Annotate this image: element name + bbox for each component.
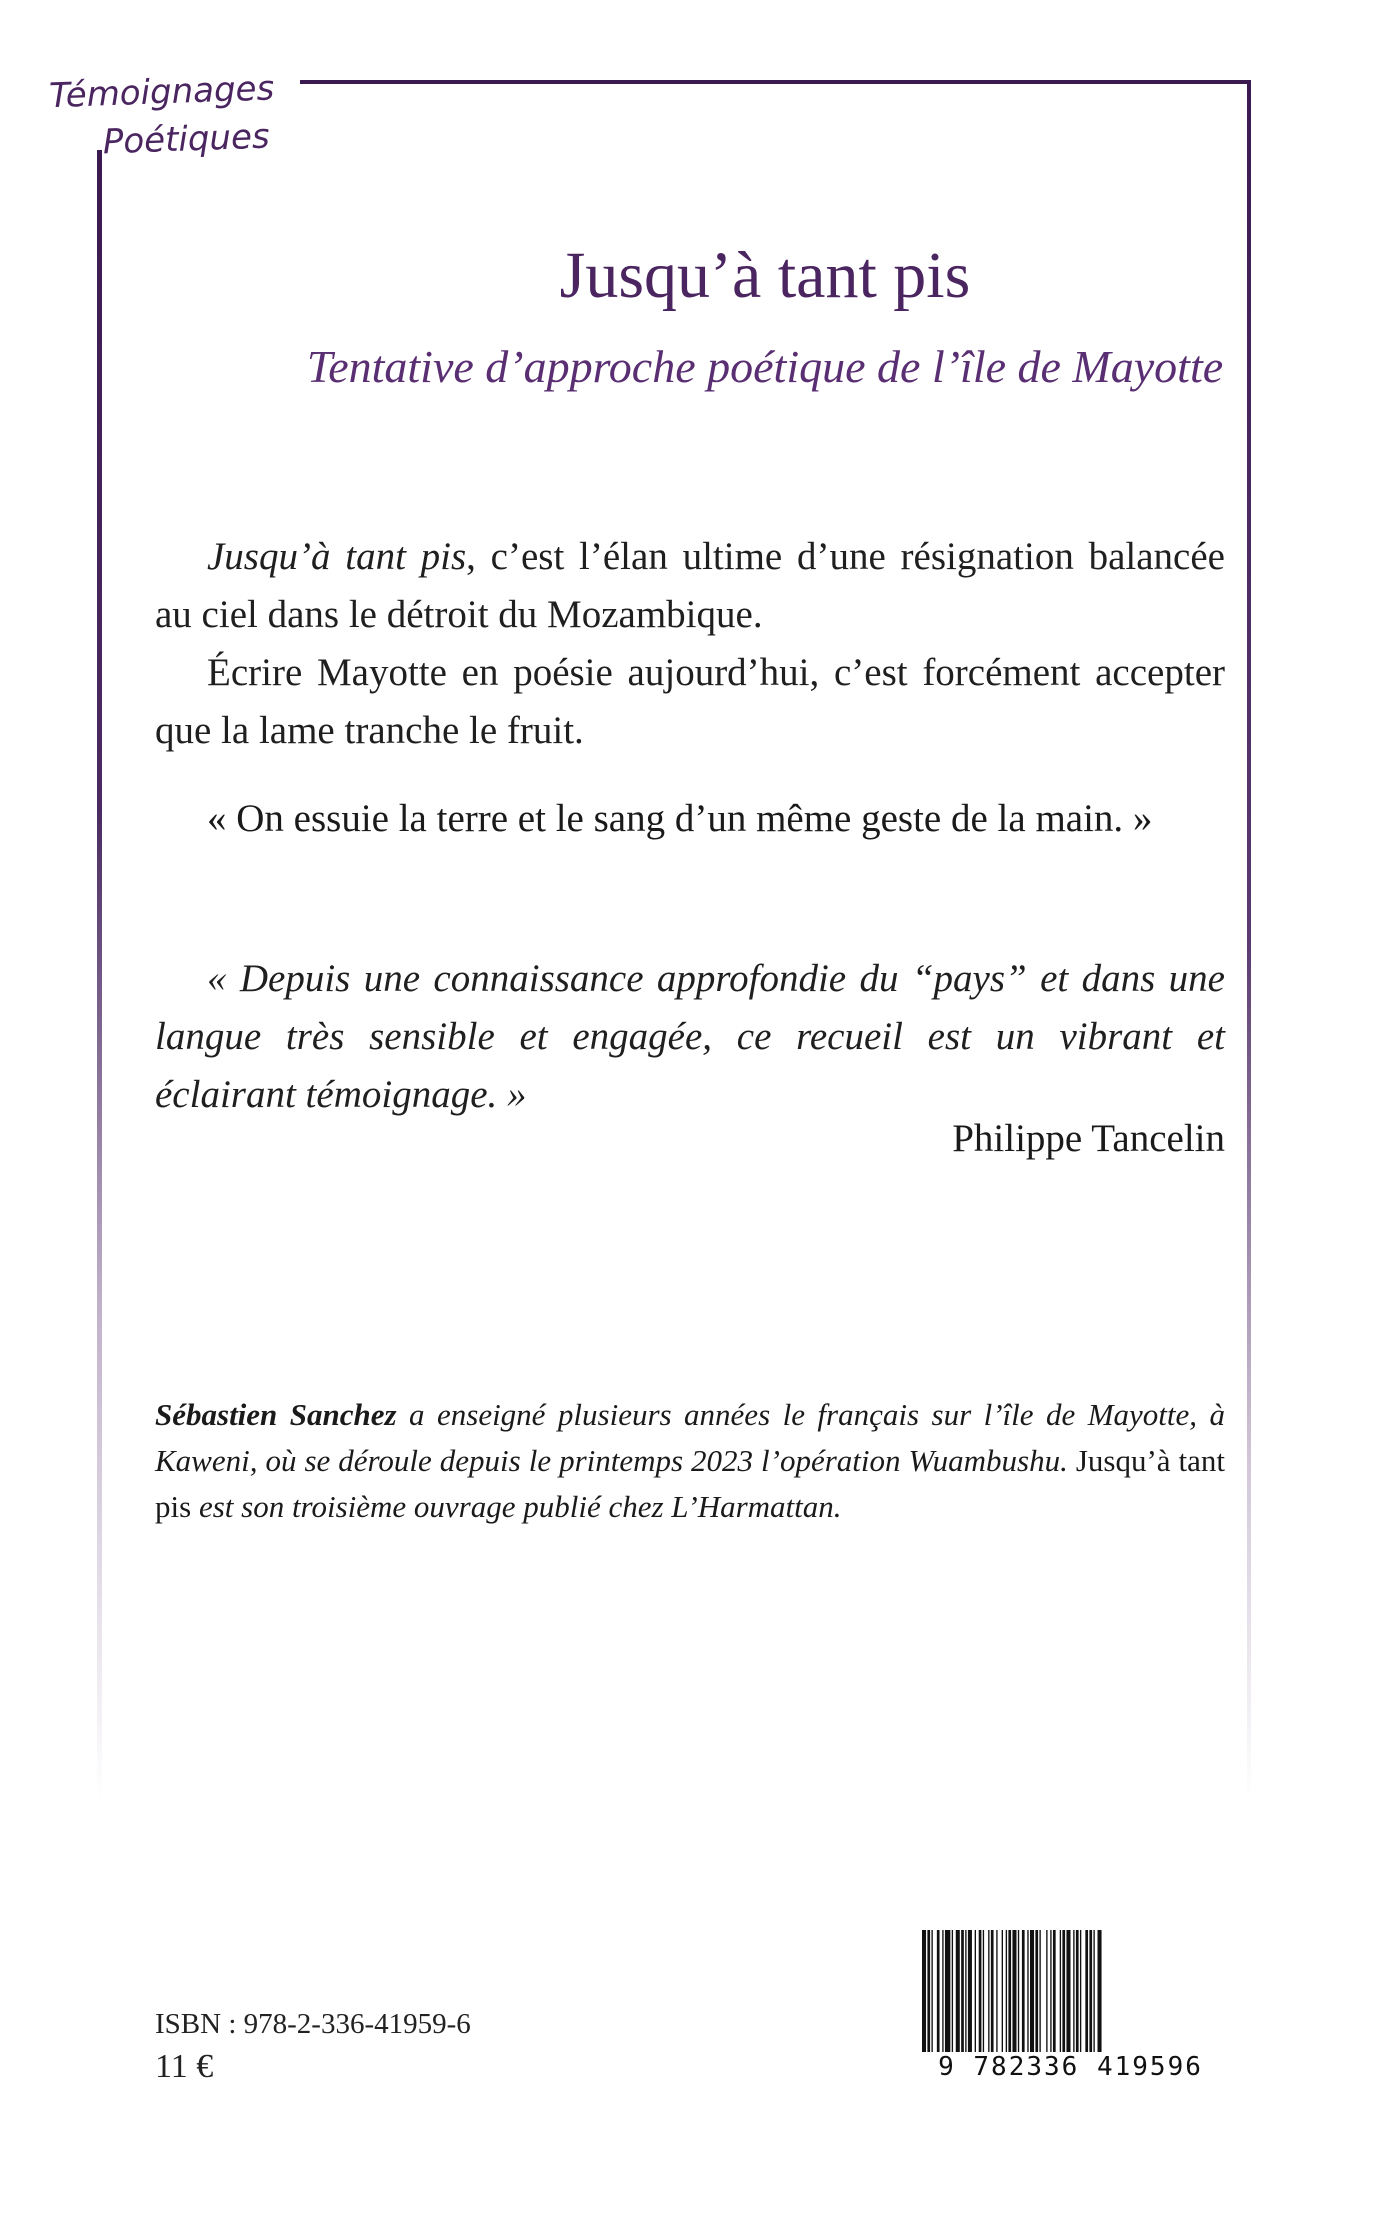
barcode-bar (988, 1930, 989, 2052)
barcode-bar (1018, 1930, 1019, 2052)
barcode-bar (945, 1930, 950, 2052)
barcode-bar (1080, 1930, 1081, 2052)
barcode-bar (1012, 1930, 1016, 2052)
barcode (918, 1930, 1223, 2090)
collection-line-2: Poétiques (102, 116, 271, 163)
barcode-bar (1022, 1930, 1025, 2052)
barcode-bar (937, 1930, 940, 2052)
blurb-attribution: Philippe Tancelin (952, 1117, 1225, 1160)
barcode-bar (1098, 1930, 1102, 2052)
barcode-digits: 9 782336 419596 (938, 2052, 1203, 2082)
barcode-bar (983, 1930, 984, 2052)
barcode-bar (1027, 1930, 1028, 2052)
frame-right-line (1247, 80, 1251, 1800)
barcode-bar (961, 1930, 964, 2052)
collection-name (38, 63, 301, 168)
barcode-bar (1085, 1930, 1088, 2052)
blurb-text (155, 950, 1225, 1124)
barcode-bar (1006, 1930, 1007, 2052)
barcode-bar (996, 1930, 997, 2052)
barcode-bar (1076, 1930, 1079, 2052)
barcode-bars (918, 1930, 1223, 2052)
barcode-bar (1002, 1930, 1003, 2052)
barcode-bar (1093, 1930, 1094, 2052)
barcode-bar (975, 1930, 976, 2052)
author-bio-title-ref: Jusqu’à tant pis (155, 1443, 1225, 1524)
barcode-bar (965, 1930, 966, 2052)
price-label: 11 € (155, 2048, 214, 2085)
isbn-label: ISBN : 978-2-336-41959-6 (155, 2008, 471, 2040)
intro-paragraph-2: Écrire Mayotte en poésie aujourd’hui, c’est forcément accepter que la lame tranche le fruit. (155, 651, 1225, 752)
barcode-bar (956, 1930, 960, 2052)
intro-paragraph-1-text: , c’est l’élan ultime d’une résignation balancée au ciel dans le détroit du Mozambique. (155, 535, 1225, 636)
author-bio (155, 1392, 1225, 1530)
barcode-bar (968, 1930, 972, 2052)
collection-line-1: Témoignages (48, 68, 275, 117)
barcode-bar (927, 1930, 930, 2052)
barcode-bar (1053, 1930, 1056, 2052)
barcode-bar (942, 1930, 943, 2052)
frame-left-line (97, 150, 102, 1800)
barcode-bar (1046, 1930, 1047, 2052)
frame-top-line (300, 80, 1250, 84)
poem-quote: « On essuie la terre et le sang d’un même geste de la main. » (207, 797, 1153, 840)
barcode-bar (931, 1930, 932, 2052)
blurb-paragraph: « Depuis une connaissance approfondie du “pays” et dans une langue très sensible et engagée, ce recueil est un vibrant et éclairant témoignage. » (155, 957, 1225, 1116)
barcode-bar (979, 1930, 982, 2052)
barcode-bar (952, 1930, 953, 2052)
barcode-bar (991, 1930, 994, 2052)
barcode-bar (1050, 1930, 1051, 2052)
author-bio-text-1: a enseigné plusieurs années le français sur l’île de Mayotte, à Kaweni, où se déroule depuis le printemps 2023 l’opération Wuambushu. (155, 1397, 1225, 1478)
author-name: Sébastien Sanchez (155, 1397, 397, 1432)
barcode-bar (1089, 1930, 1092, 2052)
intro-title-ref: Jusqu’à tant pis (207, 535, 467, 578)
barcode-bar (1062, 1930, 1065, 2052)
barcode-bar (1060, 1930, 1061, 2052)
barcode-bar (1066, 1930, 1070, 2052)
book-title: Jusqu’à tant pis (559, 239, 971, 312)
barcode-bar (1039, 1930, 1040, 2052)
intro-text (155, 528, 1225, 760)
intro-paragraph-1 (155, 528, 1225, 644)
barcode-bar (1035, 1930, 1038, 2052)
barcode-bar (1030, 1930, 1034, 2052)
book-subtitle: Tentative d’approche poétique de l’île de Mayotte (306, 341, 1224, 392)
barcode-bar (1008, 1930, 1011, 2052)
barcode-bar (922, 1930, 926, 2052)
author-bio-text-2: est son troisième ouvrage publié chez L’Harmattan. (191, 1489, 842, 1524)
barcode-bar (1073, 1930, 1074, 2052)
